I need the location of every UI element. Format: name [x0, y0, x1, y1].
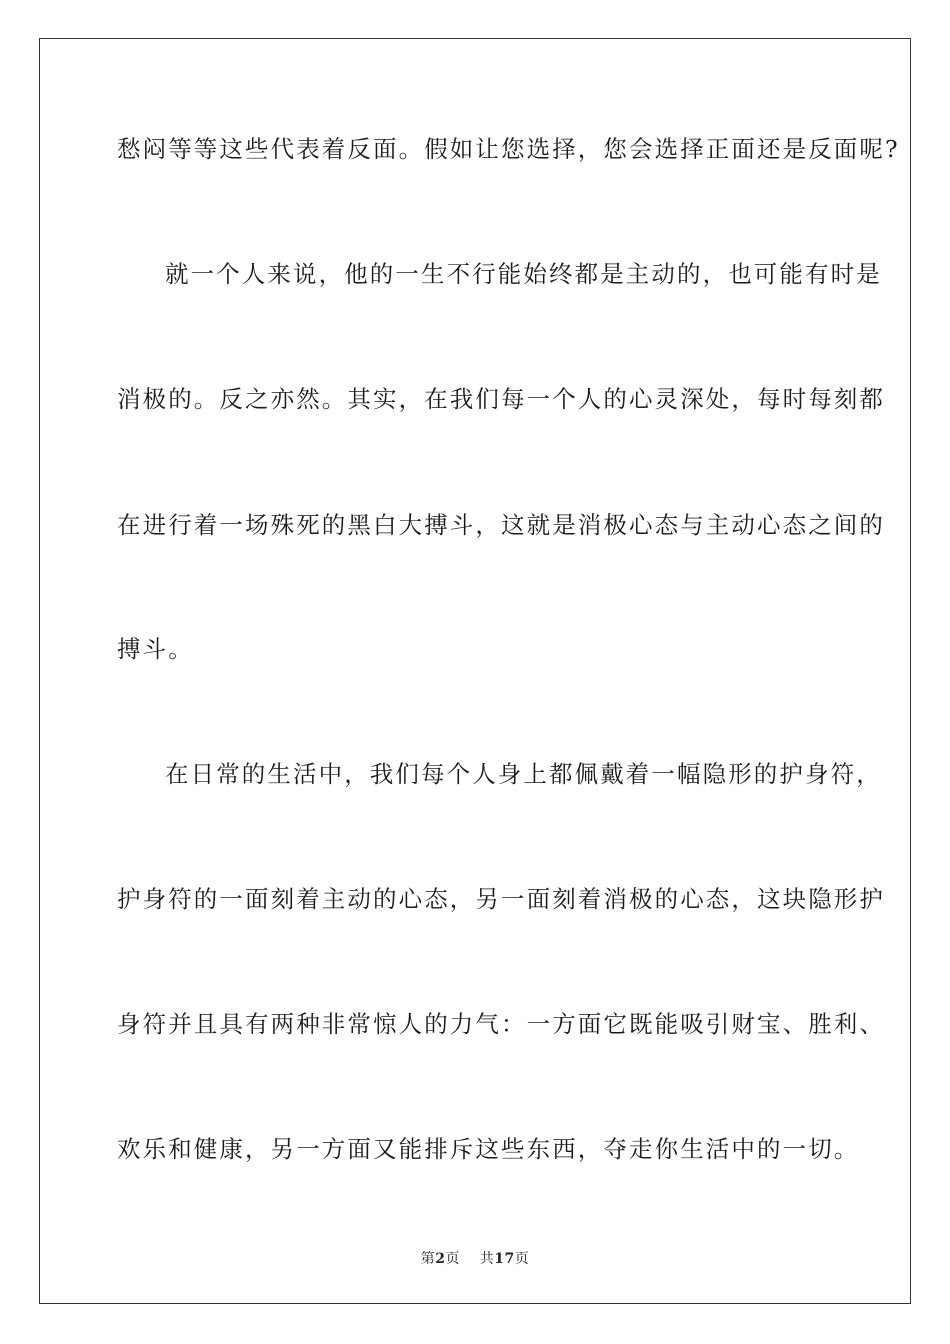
page-total: 17: [494, 1251, 515, 1267]
total-prefix: 共: [479, 1251, 495, 1267]
text-line-3: 消极的。反之亦然。其实，在我们每一个人的心灵深处，每时每刻都: [117, 385, 885, 413]
page-current: 2: [435, 1251, 446, 1267]
text-line-5: 搏斗。: [117, 635, 194, 663]
page-footer: [0, 1248, 950, 1268]
text-line-8: 身符并且具有两种非常惊人的力气：一方面它既能吸引财宝、胜利、: [117, 1010, 885, 1038]
text-line-1: 愁闷等等这些代表着反面。假如让您选择，您会选择正面还是反面呢?: [117, 135, 900, 163]
page-prefix: 第: [420, 1251, 436, 1267]
total-suffix: 页: [514, 1251, 530, 1267]
text-line-6: 在日常的生活中，我们每个人身上都佩戴着一幅隐形的护身符，: [165, 760, 882, 788]
page-border: [39, 38, 911, 1304]
page-suffix: 页: [445, 1251, 460, 1267]
text-line-2: 就一个人来说，他的一生不行能始终都是主动的，也可能有时是: [165, 260, 882, 288]
text-line-9: 欢乐和健康，另一方面又能排斥这些东西，夺走你生活中的一切。: [117, 1135, 860, 1163]
text-line-4: 在进行着一场殊死的黑白大搏斗，这就是消极心态与主动心态之间的: [117, 511, 885, 539]
text-line-7: 护身符的一面刻着主动的心态，另一面刻着消极的心态，这块隐形护: [117, 885, 885, 913]
